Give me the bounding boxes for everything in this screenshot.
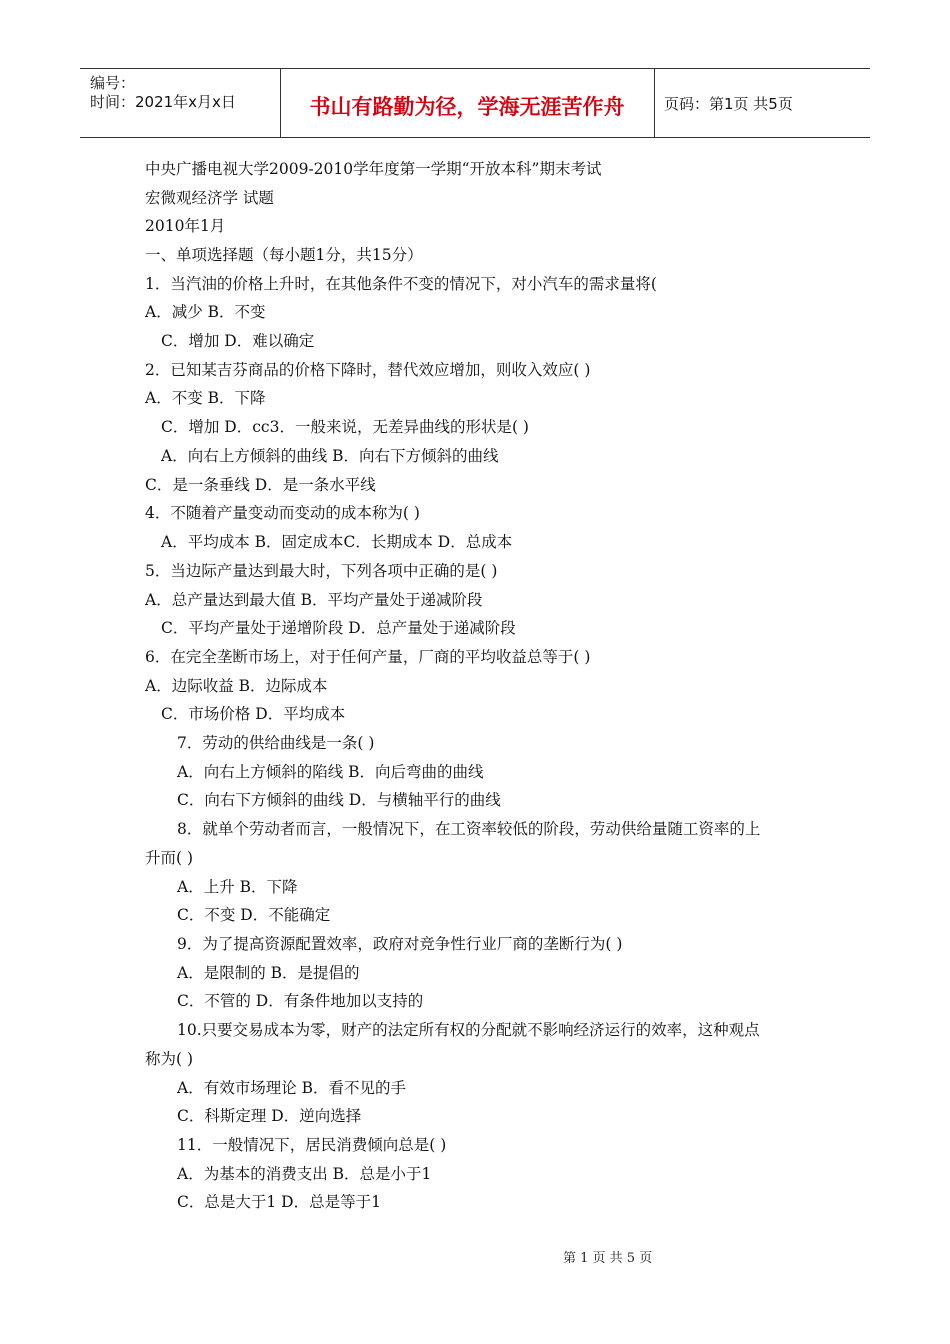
section-heading: 一、单项选择题（每小题1分，共15分） bbox=[145, 246, 423, 264]
motto-text: 书山有路勤为径，学海无涯苦作舟 bbox=[309, 95, 625, 119]
number-label: 编号： bbox=[90, 74, 136, 92]
question-text: 10.只要交易成本为零，财产的法定所有权的分配就不影响经济运行的效率，这种观点 bbox=[177, 1021, 760, 1039]
answer-options: C．向右下方倾斜的曲线 D．与横轴平行的曲线 bbox=[177, 791, 501, 809]
header-page-cell bbox=[654, 69, 870, 137]
exam-subject: 宏微观经济学 试题 bbox=[145, 189, 274, 207]
answer-options: C．平均产量处于递增阶段 D．总产量处于递减阶段 bbox=[161, 619, 516, 637]
question-text: 5．当边际产量达到最大时，下列各项中正确的是( ) bbox=[145, 562, 498, 580]
answer-options: C．市场价格 D．平均成本 bbox=[161, 705, 346, 723]
question-text: 1．当汽油的价格上升时，在其他条件不变的情况下，对小汽车的需求量将( bbox=[145, 275, 657, 293]
footer-page-number: 第 1 页 共 5 页 bbox=[563, 1251, 653, 1266]
answer-options: A．有效市场理论 B．看不见的手 bbox=[177, 1079, 407, 1097]
question-text: 8．就单个劳动者而言，一般情况下，在工资率较低的阶段，劳动供给量随工资率的上 bbox=[177, 820, 761, 838]
answer-options: A．不变 B．下降 bbox=[145, 389, 266, 407]
question-text-continued: 升而( ) bbox=[145, 849, 194, 867]
question-text: 7．劳动的供给曲线是一条( ) bbox=[177, 734, 375, 752]
answer-options: A．边际收益 B．边际成本 bbox=[145, 677, 328, 695]
answer-options: C．总是大于1 D．总是等于1 bbox=[177, 1193, 381, 1211]
answer-options: A．平均成本 B．固定成本C．长期成本 D．总成本 bbox=[161, 533, 513, 551]
header-motto-cell bbox=[280, 69, 655, 137]
exam-title: 中央广播电视大学2009-2010学年度第一学期“开放本科”期末考试 bbox=[145, 160, 602, 178]
question-text: 11．一般情况下，居民消费倾向总是( ) bbox=[177, 1136, 447, 1154]
answer-options: C．不变 D．不能确定 bbox=[177, 906, 331, 924]
header-meta-cell bbox=[80, 69, 281, 137]
answer-options: A．减少 B．不变 bbox=[145, 303, 266, 321]
answer-options: A．向右上方倾斜的陷线 B．向后弯曲的曲线 bbox=[177, 763, 484, 781]
answer-options: C．增加 D．难以确定 bbox=[161, 332, 315, 350]
question-text: 2．已知某吉芬商品的价格下降时，替代效应增加，则收入效应( ) bbox=[145, 361, 591, 379]
answer-options: A．总产量达到最大值 B．平均产量处于递减阶段 bbox=[145, 591, 483, 609]
answer-options: C．增加 D．cc3．一般来说，无差异曲线的形状是( ) bbox=[161, 418, 529, 436]
question-text: 9．为了提高资源配置效率，政府对竞争性行业厂商的垄断行为( ) bbox=[177, 935, 623, 953]
answer-options: A．为基本的消费支出 B．总是小于1 bbox=[177, 1165, 432, 1183]
document-header bbox=[80, 68, 870, 138]
answer-options: C．科斯定理 D．逆向选择 bbox=[177, 1107, 362, 1125]
time-label: 时间：2021年x月x日 bbox=[90, 93, 236, 111]
question-text: 6．在完全垄断市场上，对于任何产量，厂商的平均收益总等于( ) bbox=[145, 648, 591, 666]
answer-options: A．是限制的 B．是提倡的 bbox=[177, 964, 360, 982]
answer-options: A．上升 B．下降 bbox=[177, 878, 298, 896]
question-text: 4．不随着产量变动而变动的成本称为( ) bbox=[145, 504, 420, 522]
answer-options: C．不管的 D．有条件地加以支持的 bbox=[177, 992, 424, 1010]
answer-options: A．向右上方倾斜的曲线 B．向右下方倾斜的曲线 bbox=[161, 447, 499, 465]
page-number-label: 页码：第1页 共5页 bbox=[664, 95, 793, 113]
question-text-continued: 称为( ) bbox=[145, 1050, 194, 1068]
answer-options: C．是一条垂线 D．是一条水平线 bbox=[145, 476, 376, 494]
exam-date: 2010年1月 bbox=[145, 217, 226, 235]
